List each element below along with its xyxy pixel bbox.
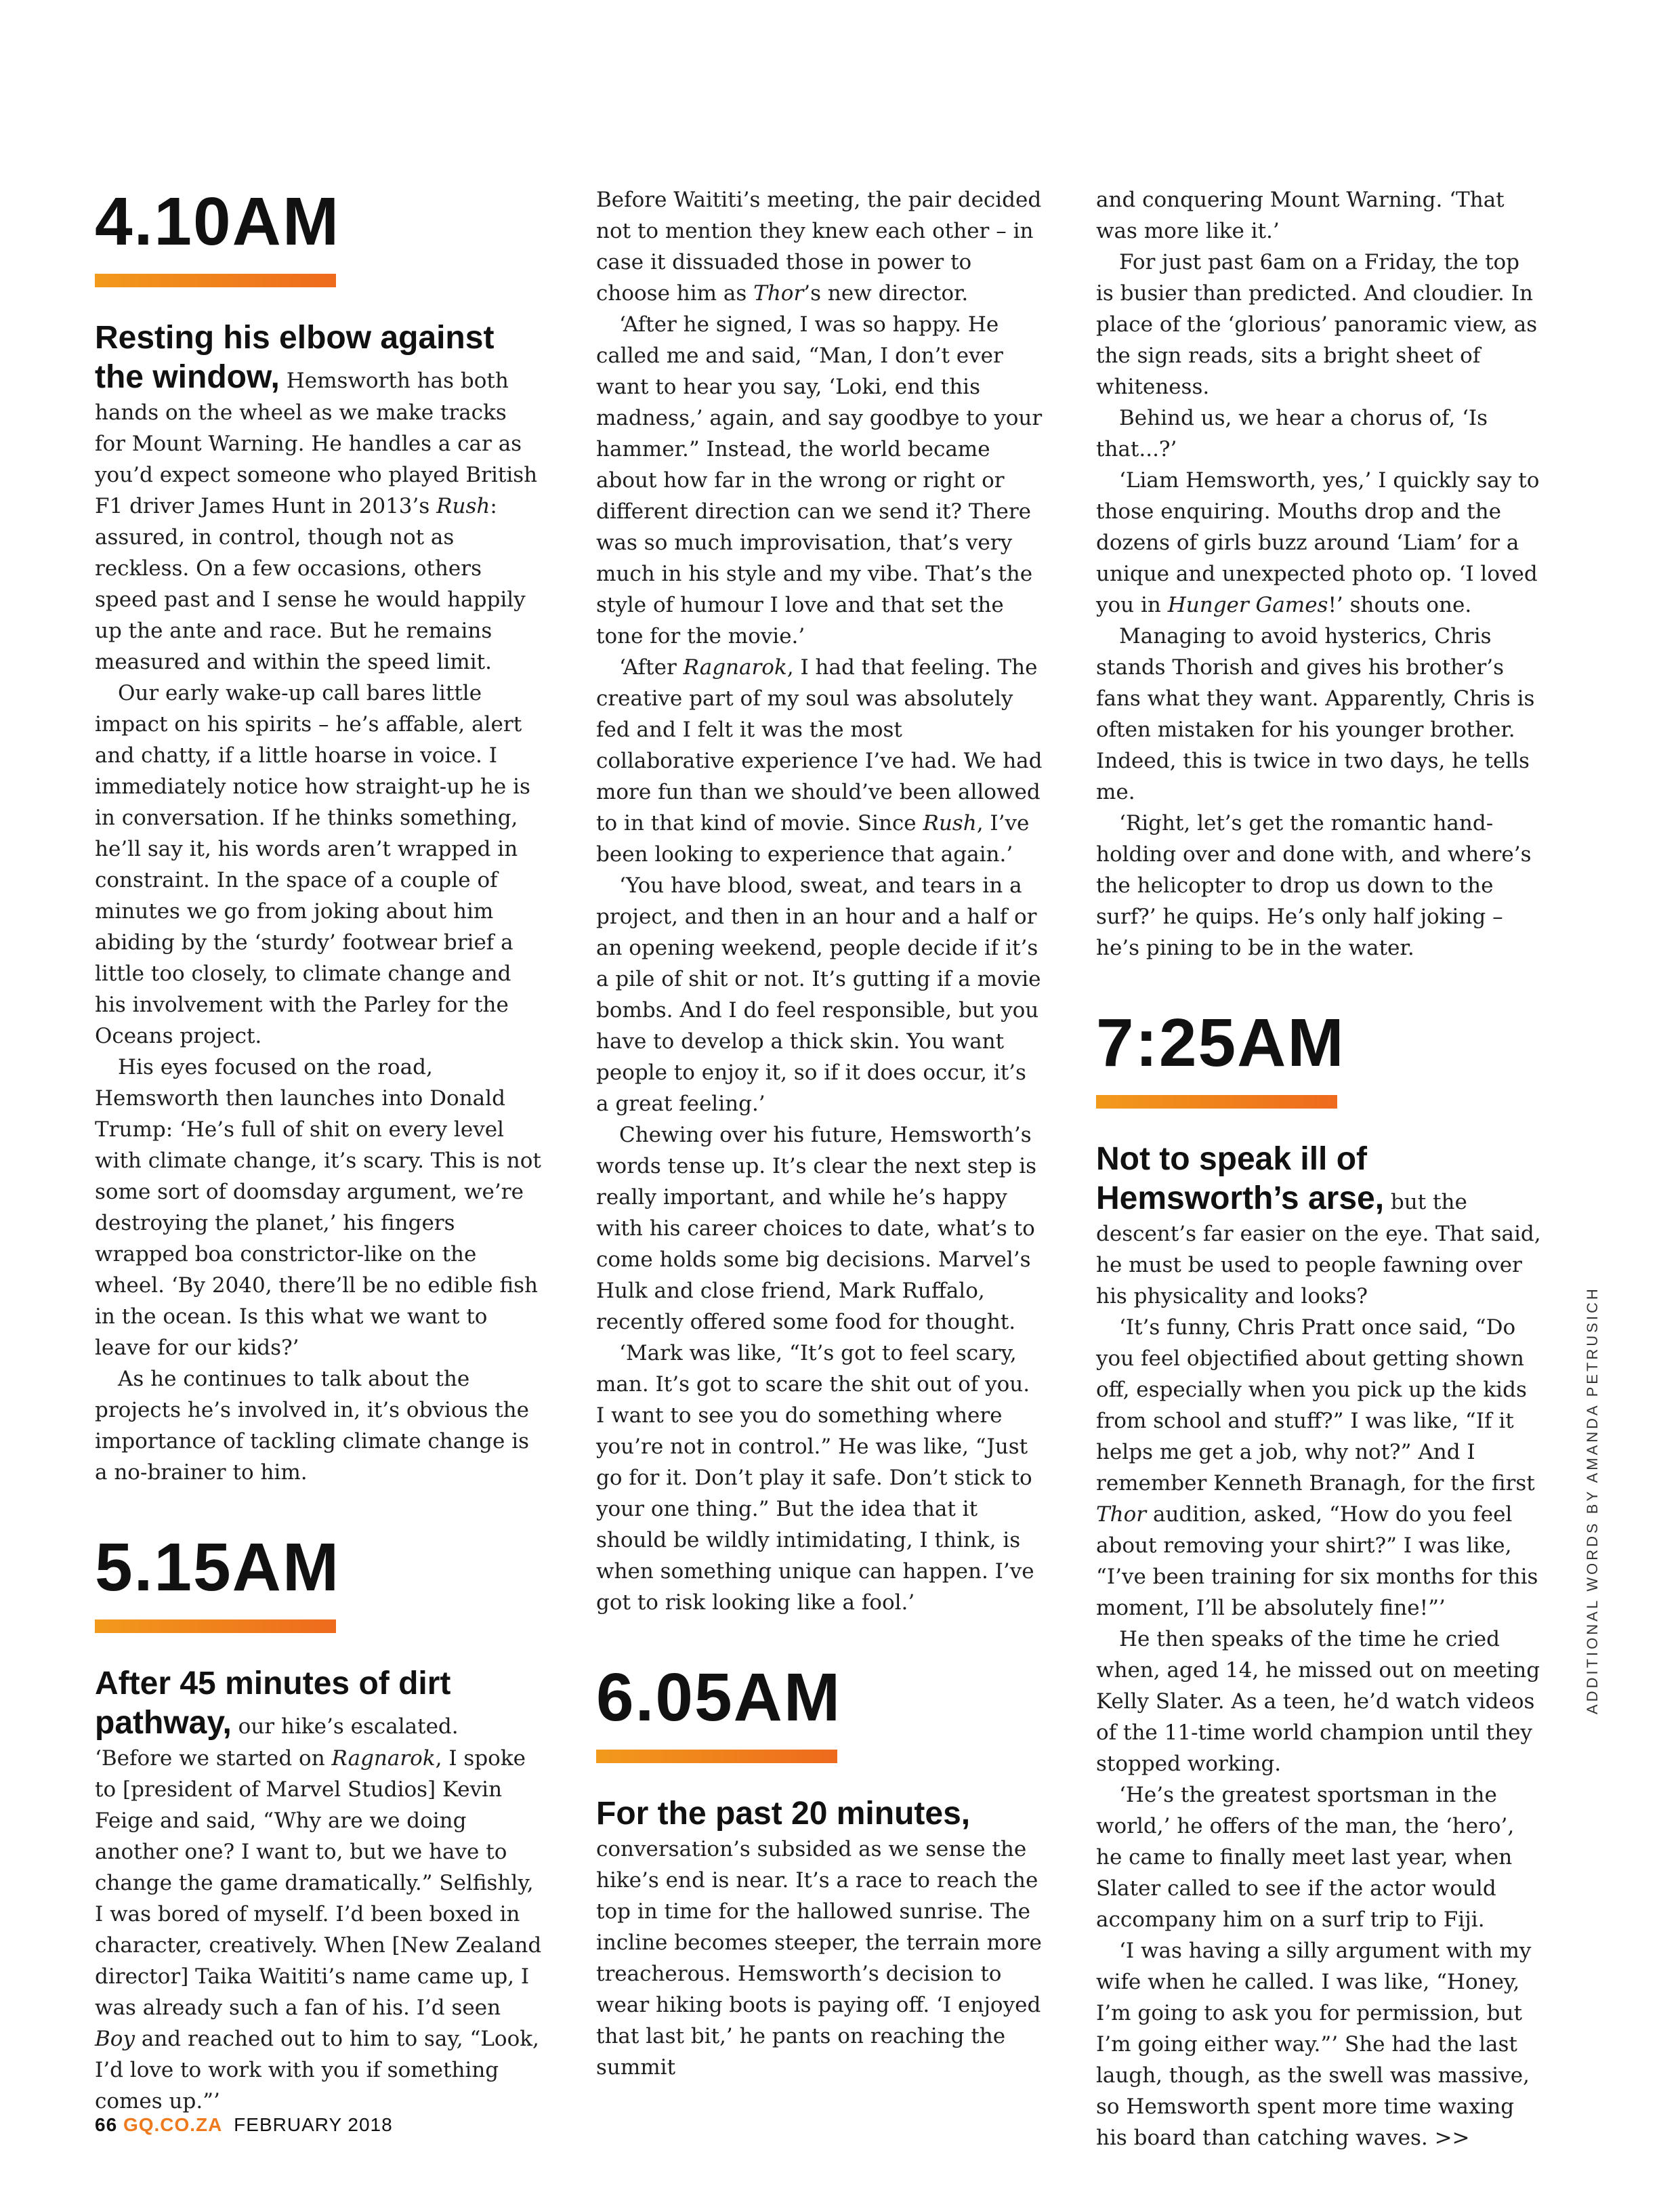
paragraph: ‘He’s the greatest sportsman in the world,’ he offers of the man, the ‘hero’, he came to finally meet last year, when Slater called to see if the actor would accompany him on a surf trip to Fiji. — [1096, 1783, 1515, 1932]
paragraph: Chewing over his future, Hemsworth’s words tense up. It’s clear the next step is really important, and while he’s happy with his career choices to date, what’s to come holds some big decisions. Marvel’s Hulk and close friend, Mark Ruffalo, recently offered some food for thought. — [596, 1123, 1037, 1334]
paragraph: Behind us, we hear a chorus of, ‘Is that...?’ — [1096, 406, 1488, 461]
paragraph: He then speaks of the time he cried when, aged 14, he missed out on meeting Kelly Slater. As a teen, he’d watch videos of the 11-time world champion until they stopped working. — [1096, 1627, 1540, 1776]
lead-in: For the past 20 minutes, — [596, 1796, 971, 1832]
paragraph: Not to speak ill of Hemsworth’s arse, but the descent’s far easier on the eye. That said, he must be used to people fawning over his physicality and looks? — [1096, 1141, 1541, 1308]
paragraph: For the past 20 minutes, conversation’s subsided as we sense the hike’s end is near. It’s a race to reach the top in time for the hallowed sunrise. The incline becomes steeper, the terrain more treacherous. Hemsworth’s decision to wear hiking boots is paying off. ‘I enjoyed that last bit,’ he pants on reaching the summit — [596, 1796, 1042, 2080]
site-name: GQ.CO.ZA — [123, 2114, 223, 2135]
paragraph: ‘After he signed, I was so happy. He called me and said, “Man, I don’t ever want to hear you say, ‘Loki, end this madness,’ again, and say goodbye to your hammer.” Instead, the world became about how far in the wrong or right or different direction can we send it? There was so much improvisation, that’s very much in his style and my vibe. That’s the style of humour I love and that set the tone for the movie.’ — [596, 312, 1043, 648]
page-number: 66 — [95, 2114, 118, 2135]
section-time-410am: 4.10AM — [95, 184, 341, 260]
paragraph: ‘I was having a silly argument with my wife when he called. I was like, “Honey, I’m going to ask you for permission, but I’m going either way.”’ She had the last laugh, though, as the swell was massive, so Hemsworth spent more time waxing his board than catching waves. >> — [1096, 1939, 1532, 2150]
issue-date: FEBRUARY 2018 — [234, 2114, 393, 2135]
paragraph: After 45 minutes of dirt pathway, our hike’s escalated. ‘Before we started on Ragnarok, I spoke to [president of Marvel Studios] Kevin Feige and said, “Why are we doing another one? I want to, but we have to change the game dramatically.” Selfishly, I was bored of myself. I’d been boxed in character, creatively. When [New Zealand director] Taika Waititi’s name came up, I was already such a fan of his. I’d seen Boy and reached out to him to say, “Look, I’d love to work with you if something comes up.”’ — [95, 1666, 542, 2113]
paragraph: Resting his elbow against the window, Hemsworth has both hands on the wheel as we make tracks for Mount Warning. He handles a car as you’d expect someone who played British F1 driver James Hunt in 2013’s Rush: assured, in control, though not as reckless. On a few occasions, others speed past and I sense he would happily up the ante and race. But he remains measured and within the speed limit. — [95, 320, 538, 674]
accent-bar — [596, 1750, 837, 1763]
section-time-725am: 7:25AM — [1096, 1005, 1345, 1081]
paragraph: Our early wake-up call bares little impact on his spirits – he’s affable, alert and chatty, if a little hoarse in voice. I immediately notice how straight-up he is in conversation. If he thinks something, he’ll say it, his words aren’t wrapped in constraint. In the space of a couple of minutes we go from joking about him abiding by the ‘sturdy’ footwear brief a little too closely, to climate change and his involvement with the Parley for the Oceans project. — [95, 681, 530, 1048]
paragraph: ‘Liam Hemsworth, yes,’ I quickly say to those enquiring. Mouths drop and the dozens of girls buzz around ‘Liam’ for a unique and unexpected photo op. ‘I loved you in Hunger Games!’ shouts one. — [1096, 468, 1540, 617]
paragraph: For just past 6am on a Friday, the top is busier than predicted. And cloudier. In place of the ‘glorious’ panoramic view, as the sign reads, sits a bright sheet of whiteness. — [1096, 250, 1538, 399]
accent-bar — [95, 1619, 336, 1633]
paragraph: Before Waititi’s meeting, the pair decided not to mention they knew each other – in case it dissuaded those in power to choose him as Thor’s new director. — [596, 188, 1042, 306]
column-3 — [1096, 184, 1543, 2153]
section-time-605am: 6.05AM — [596, 1659, 842, 1735]
lead-in: After 45 minutes of dirt pathway, — [95, 1666, 451, 1741]
paragraph: ‘Mark was like, “It’s got to feel scary, man. It’s got to scare the shit out of you. I want to see you do something where you’re not in control.” He was like, “Just go for it. Don’t play it safe. Don’t stick to your one thing.” But the idea that it should be wildly intimidating, I think, is when something unique can happen. I’ve got to risk looking like a fool.’ — [596, 1341, 1034, 1615]
paragraph: As he continues to talk about the projects he’s involved in, it’s obvious the importance of tackling climate change is a no-brainer to him. — [95, 1367, 530, 1485]
column-1 — [95, 184, 542, 2117]
paragraph: ‘You have blood, sweat, and tears in a project, and then in an hour and a half or an opening weekend, people decide if it’s a pile of shit or not. It’s gutting if a movie bombs. And I do feel responsible, but you have to develop a thick skin. You want people to enjoy it, so if it does occur, it’s a great feeling.’ — [596, 873, 1041, 1116]
section-time-515am: 5.15AM — [95, 1529, 341, 1605]
accent-bar — [1096, 1095, 1337, 1109]
paragraph: Managing to avoid hysterics, Chris stands Thorish and gives his brother’s fans what they want. Apparently, Chris is often mistaken for his younger brother. Indeed, this is twice in two days, he tells me. — [1096, 624, 1535, 804]
accent-bar — [95, 274, 336, 287]
paragraph: and conquering Mount Warning. ‘That was more like it.’ — [1096, 188, 1505, 243]
page-footer — [95, 2114, 393, 2136]
paragraph: ‘It’s funny, Chris Pratt once said, “Do you feel objectified about getting shown off, especially when you pick up the kids from school and stuff?” I was like, “If it helps me get a job, why not?” And I remember Kenneth Branagh, for the first Thor audition, asked, “How do you feel about removing your shirt?” I was like, “I’ve been training for six months for this moment, I’ll be absolutely fine!”’ — [1096, 1315, 1538, 1620]
photo-credit: ADDITIONAL WORDS BY AMANDA PETRUSICH — [1584, 1286, 1601, 1714]
lead-in: Not to speak ill of Hemsworth’s arse, — [1096, 1141, 1385, 1216]
paragraph: His eyes focused on the road, Hemsworth then launches into Donald Trump: ‘He’s full of shit on every level with climate change, it’s scary. This is not some sort of doomsday argument, we’re destroying the planet,’ his fingers wrapped boa constrictor-like on the wheel. ‘By 2040, there’ll be no edible fish in the ocean. Is this what we want to leave for our kids?’ — [95, 1055, 541, 1360]
column-2 — [596, 184, 1043, 2083]
lead-in: Resting his elbow against the window, — [95, 320, 495, 395]
paragraph: ‘After Ragnarok, I had that feeling. The creative part of my soul was absolutely fed and I felt it was the most collaborative experience I’ve had. We had more fun than we should’ve been allowed to in that kind of movie. Since Rush, I’ve been looking to experience that again.’ — [596, 655, 1043, 867]
paragraph: ‘Right, let’s get the romantic hand-holding over and done with, and where’s the helicopter to drop us down to the surf?’ he quips. He’s only half joking – he’s pining to be in the water. — [1096, 811, 1532, 960]
